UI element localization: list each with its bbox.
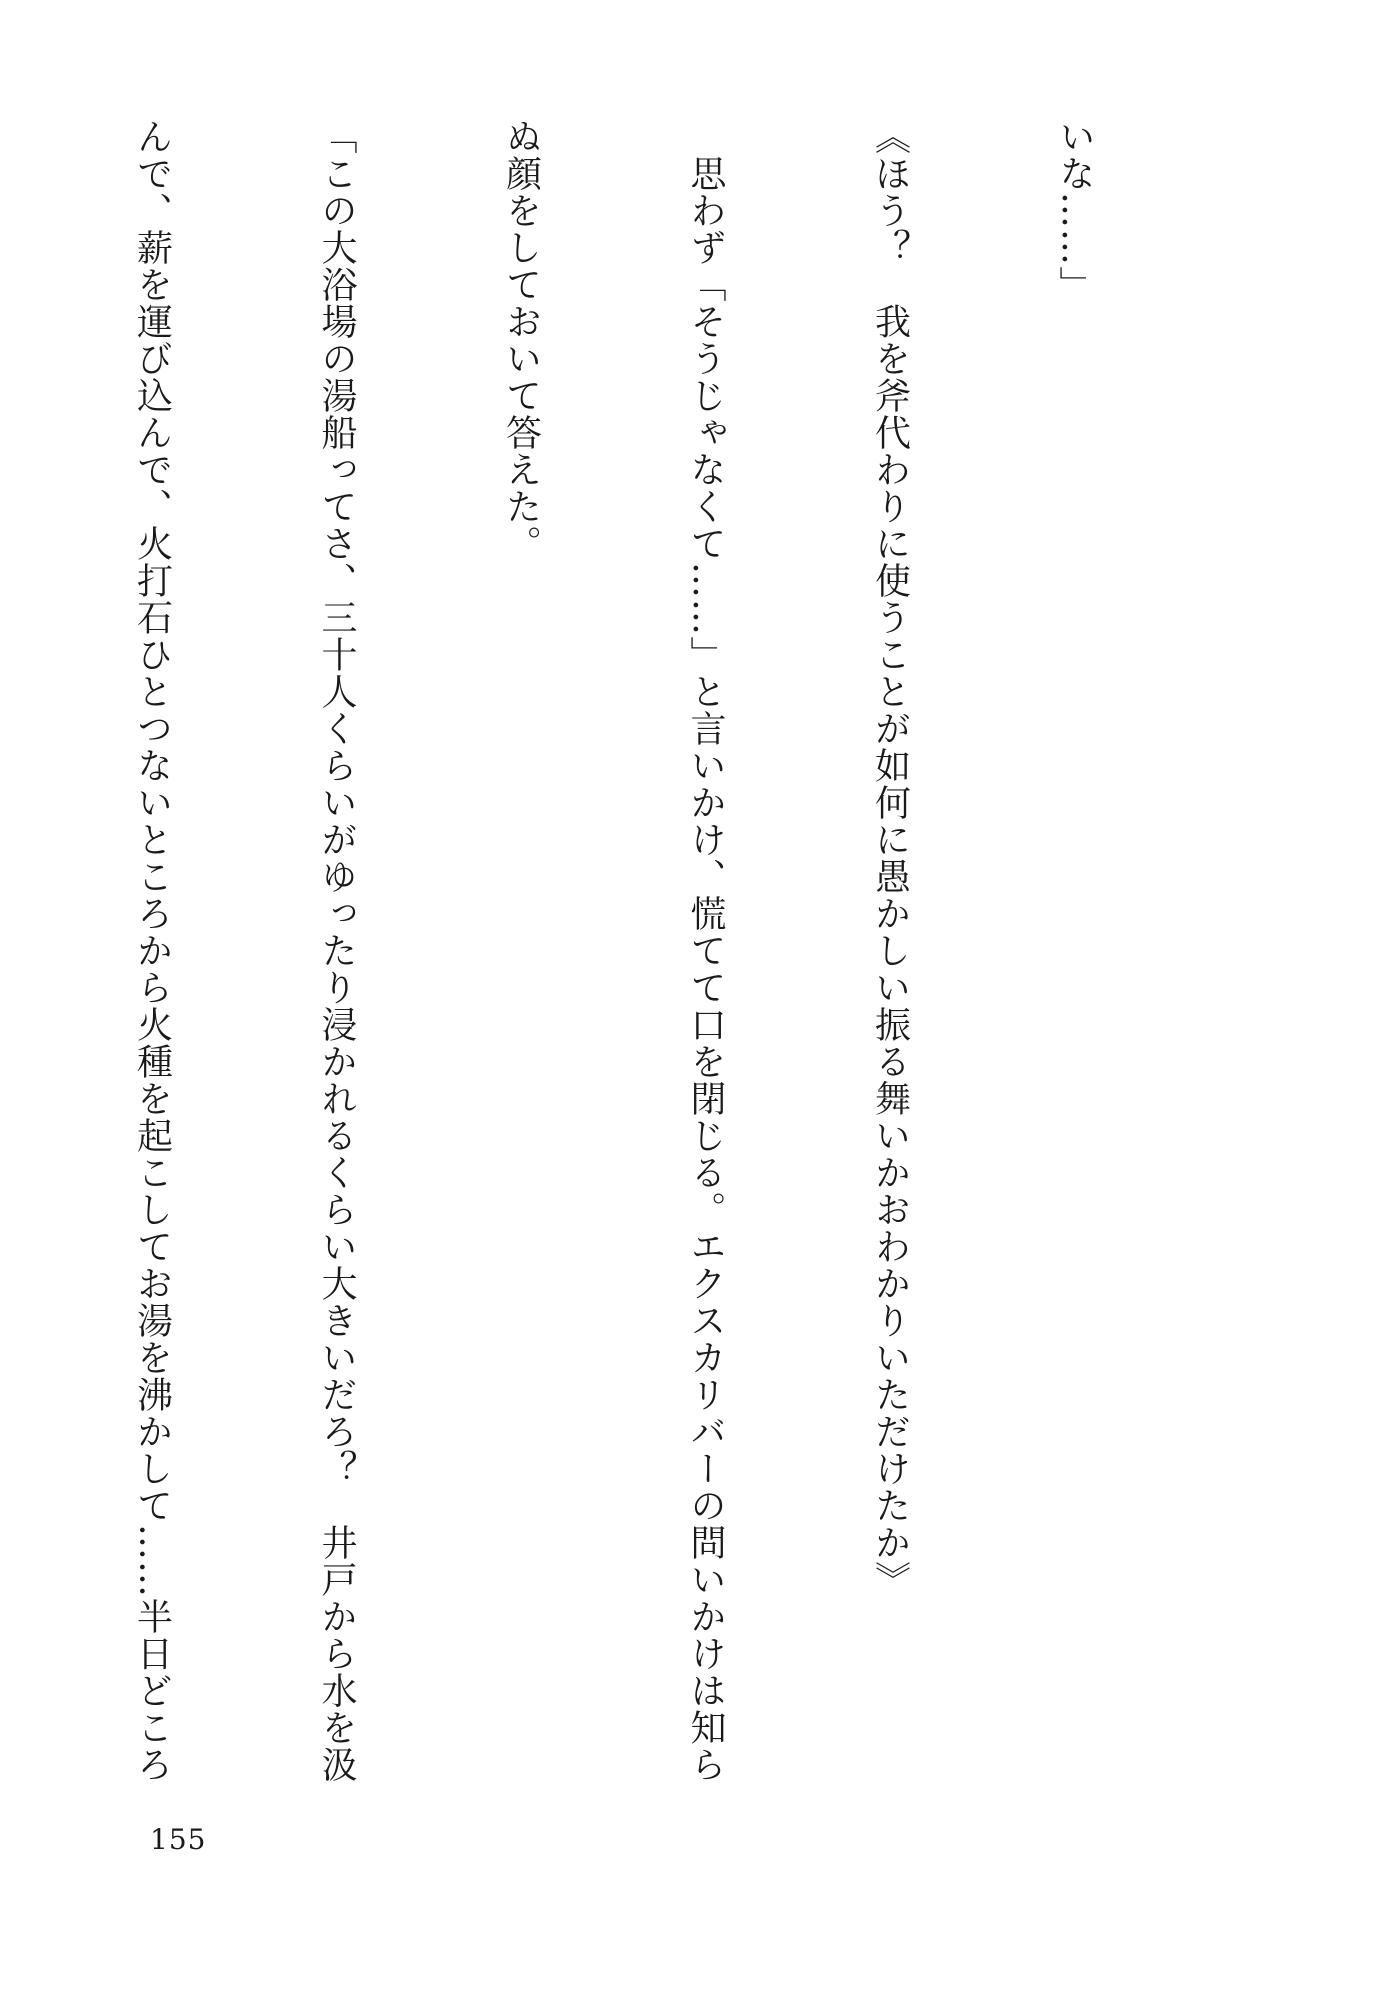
- text-line: いな……」: [1054, 118, 1095, 303]
- text-line: 思わず「そうじゃなくて……」と言いかけ、慌てて口を閉じる。エクスカリバーの問いかけは知ら: [685, 118, 726, 1783]
- text-line: 「この大浴場の湯船ってさ、三十人くらいがゆったり浸かれるくらい大きいだろ？ 井戸から水を汲: [316, 118, 357, 1783]
- vertical-text-body: [131, 118, 1228, 1783]
- text-line: ぬ顔をしておいて答えた。: [500, 118, 542, 562]
- text-line: 《ほう？ 我を斧代わりに使うことが如何に愚かしい振る舞いかおわかりいただけたか》: [869, 118, 911, 1598]
- text-line: んで、薪を運び込んで、火打石ひとつないところから火種を起こしてお湯を沸かして……半日どころ: [131, 118, 173, 1783]
- page-number: 155: [150, 1823, 207, 1856]
